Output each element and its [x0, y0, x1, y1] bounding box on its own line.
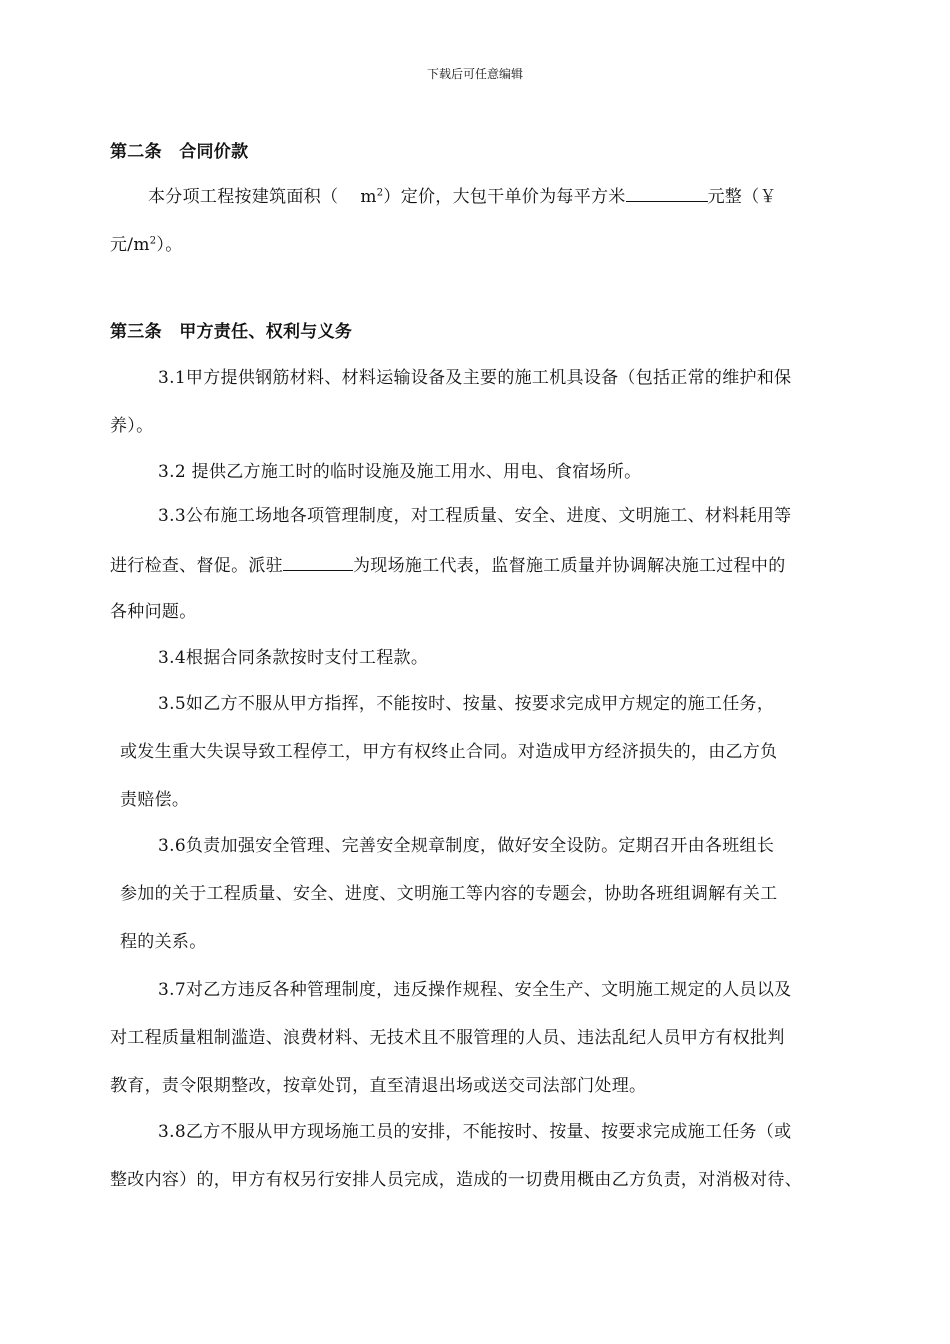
- clause-3-7-line-1: 3.7对乙方违反各种管理制度，违反操作规程、安全生产、文明施工规定的人员以及: [158, 980, 792, 1000]
- article-3-heading: 第三条 甲方责任、权利与义务: [110, 322, 353, 342]
- clause-3-5-line-1: 3.5如乙方不服从甲方指挥，不能按时、按量、按要求完成甲方规定的施工任务，: [158, 694, 775, 714]
- unit-sup: 2: [149, 235, 157, 247]
- clause-3-3-line-3: 各种问题。: [110, 602, 197, 622]
- clause-3-6-line-3: 程的关系。: [120, 932, 207, 952]
- text: 为现场施工代表，监督施工质量并协调解决施工过程中的: [353, 556, 786, 576]
- representative-blank[interactable]: [283, 552, 353, 571]
- clause-3-4: 3.4根据合同条款按时支付工程款。: [158, 648, 429, 668]
- clause-3-2: 3.2 提供乙方施工时的临时设施及施工用水、用电、食宿场所。: [158, 462, 642, 482]
- article-2-line-1: [148, 183, 777, 209]
- clause-3-8-line-1: 3.8乙方不服从甲方现场施工员的安排，不能按时、按量、按要求完成施工任务（或: [158, 1122, 792, 1142]
- clause-3-5-line-3: 责赔偿。: [120, 790, 190, 810]
- unit-sup: 2: [376, 187, 384, 199]
- clause-3-3-line-1: 3.3公布施工场地各项管理制度，对工程质量、安全、进度、文明施工、材料耗用等: [158, 506, 792, 526]
- clause-3-3-line-2: [110, 552, 786, 578]
- page-header-note: 下载后可任意编辑: [426, 67, 523, 81]
- text: ）。: [156, 235, 183, 255]
- text: 本分项工程按建筑面积（: [148, 187, 339, 207]
- text: 进行检查、督促。派驻: [110, 556, 283, 576]
- clause-3-7-line-2: 对工程质量粗制滥造、浪费材料、无技术且不服管理的人员、违法乱纪人员甲方有权批判: [110, 1028, 785, 1048]
- clause-3-6-line-1: 3.6负责加强安全管理、完善安全规章制度，做好安全设防。定期召开由各班组长: [158, 836, 775, 856]
- clause-3-6-line-2: 参加的关于工程质量、安全、进度、文明施工等内容的专题会，协助各班组调解有关工: [120, 884, 778, 904]
- clause-3-1-line-2: 养）。: [110, 416, 154, 436]
- clause-3-5-line-2: 或发生重大失误导致工程停工，甲方有权终止合同。对造成甲方经济损失的，由乙方负: [120, 742, 778, 762]
- article-2-heading: 第二条 合同价款: [110, 142, 249, 162]
- unit-price-blank[interactable]: [626, 183, 708, 202]
- clause-3-8-line-2: 整改内容）的，甲方有权另行安排人员完成，造成的一切费用概由乙方负责，对消极对待、: [110, 1170, 802, 1190]
- unit: m: [360, 187, 377, 207]
- text: 元/m: [110, 235, 150, 255]
- text: 元整（￥: [707, 187, 777, 207]
- article-2-line-2: [110, 233, 183, 257]
- clause-3-7-line-3: 教育，责令限期整改，按章处罚，直至清退出场或送交司法部门处理。: [110, 1076, 647, 1096]
- text: ）定价，大包干单价为每平方米: [383, 187, 626, 207]
- clause-3-1-line-1: 3.1甲方提供钢筋材料、材料运输设备及主要的施工机具设备（包括正常的维护和保: [158, 368, 792, 388]
